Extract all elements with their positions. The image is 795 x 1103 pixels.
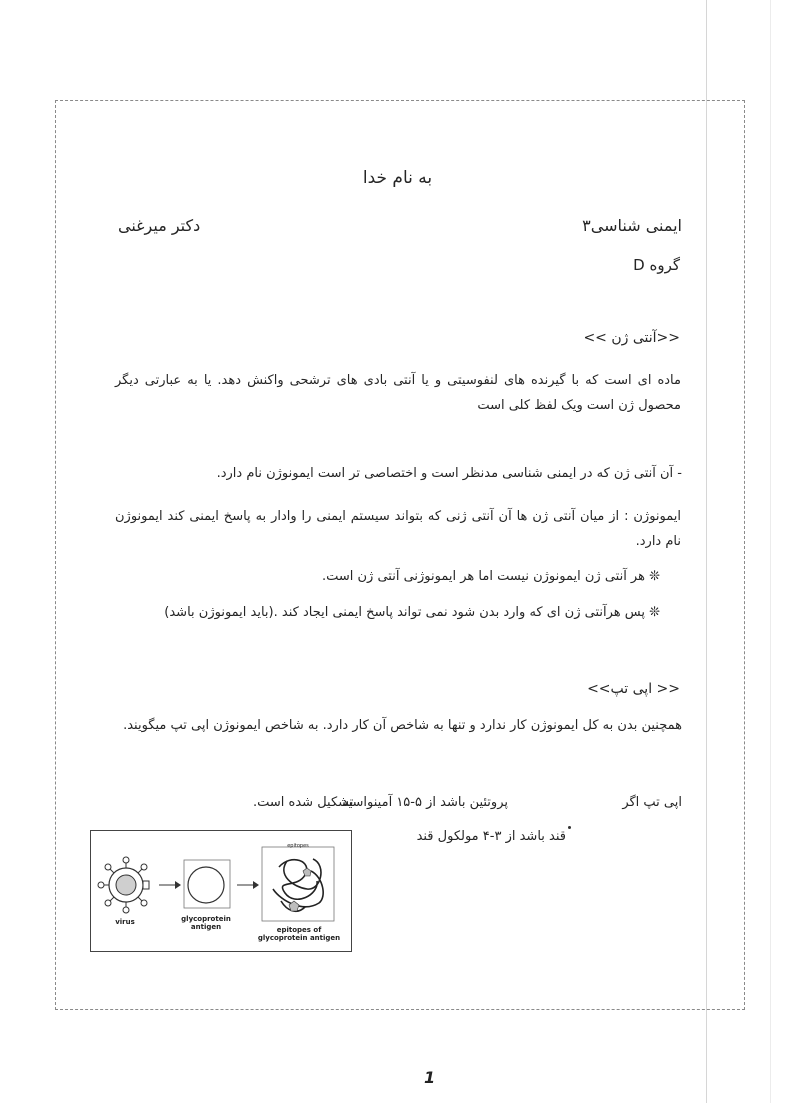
antigen-definition: ماده ای است که با گیرنده های لنفوسیتی و یا آنتی بادی های ترشحی واکنش دهد. یا به عبارتی دیگر محصول ژن است ویک لفظ کلی است (115, 373, 681, 413)
epitope-protein-line: پروتئین باشد از ۵-۱۵ آمینواسید (341, 795, 508, 810)
epitope-text: همچنین بدن به کل ایمونوژن کار ندارد و تنها به شاخص آن کار دارد. به شاخص ایمونوژن اپی تپ میگویند. (123, 718, 682, 733)
epitope-figure (90, 830, 352, 952)
epitope-sugar-line: قند باشد از ۳-۴ مولکول قند (416, 829, 566, 844)
bullet-item: ❊ هر آنتی ژن ایمونوژن نیست اما هر ایمونوژنی آنتی ژن است. (321, 569, 660, 584)
epitopes-top-label: epitopes (287, 843, 309, 849)
bullet-dot (568, 826, 571, 829)
epitope-condition-label: اپی تپ اگر (622, 795, 682, 810)
virus-icon (98, 857, 149, 913)
bullet-item: ❊ پس هرآنتی ژن ای که وارد بدن شود نمی تواند پاسخ ایمنی ایجاد کند .(باید ایمونوژن باشد) (164, 605, 660, 620)
glycoprotein-antigen-label: glycoprotein antigen (181, 915, 231, 931)
course-title: ایمنی شناسی۳ (582, 216, 682, 235)
arrow-icon (237, 881, 259, 889)
group-label: گروه D (633, 256, 680, 274)
scan-edge-line-2 (770, 0, 771, 1103)
page-number: 1 (424, 1068, 436, 1087)
antigen-heading: <<آنتی ژن >> (583, 330, 680, 346)
basmala-heading: به نام خدا (362, 168, 433, 188)
virus-label: virus (115, 918, 135, 926)
instructor-name: دکتر میرغنی (118, 216, 201, 235)
arrow-icon (159, 881, 181, 889)
epitopes-label: epitopes of glycoprotein antigen (257, 926, 341, 942)
epitope-heading: << اپی تپ>> (587, 681, 680, 697)
immunogen-definition: ایمونوژن : از میان آنتی ژن ها آن آنتی ژنی که بتواند سیستم ایمنی را وادار به پاسخ ایمنی کند ایمونوژن نام دارد. (115, 509, 681, 549)
immunogen-note: - آن آنتی ژن که در ایمنی شناسی مدنظر است و اختصاصی تر است ایمونوژن نام دارد. (216, 466, 682, 481)
epitope-protein-line-end: تشکیل شده است. (253, 795, 354, 810)
epitopes-tangle-icon (273, 859, 323, 911)
